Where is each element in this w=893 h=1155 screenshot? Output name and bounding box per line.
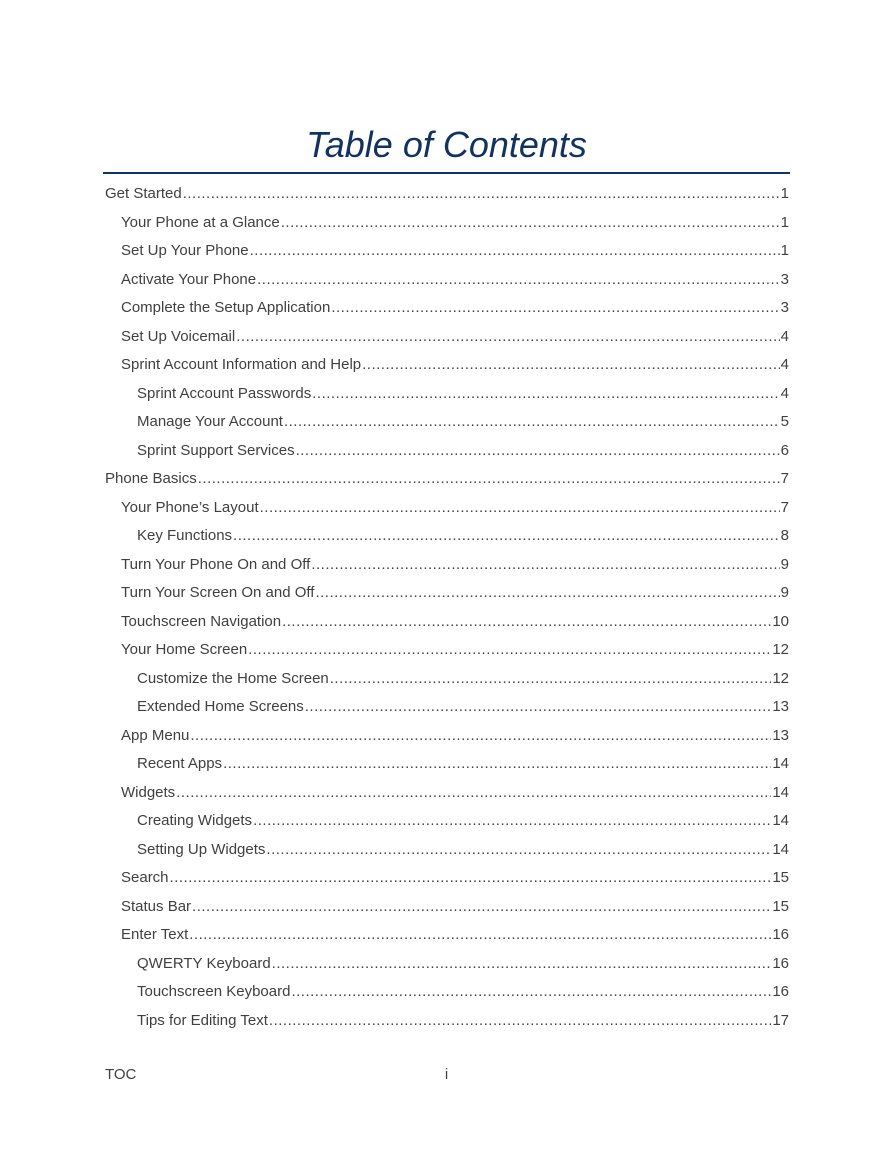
dot-leader bbox=[281, 209, 780, 238]
toc-entry[interactable] bbox=[105, 408, 789, 437]
toc-entry[interactable] bbox=[105, 807, 789, 836]
toc-entry-page-number: 3 bbox=[780, 299, 789, 316]
toc-entry[interactable] bbox=[105, 779, 789, 808]
toc-entry-page-number: 9 bbox=[780, 584, 789, 601]
footer-section-label: TOC bbox=[105, 1066, 137, 1083]
toc-entry[interactable] bbox=[105, 551, 789, 580]
dot-leader bbox=[198, 465, 780, 494]
toc-entry[interactable] bbox=[105, 180, 789, 209]
dot-leader bbox=[315, 579, 779, 608]
toc-entry-label: Phone Basics bbox=[105, 470, 197, 487]
toc-entry[interactable] bbox=[105, 978, 789, 1007]
toc-entry[interactable] bbox=[105, 579, 789, 608]
toc-entry[interactable] bbox=[105, 693, 789, 722]
dot-leader bbox=[223, 750, 771, 779]
toc-entry-page-number: 1 bbox=[780, 213, 789, 231]
toc-entry-label: Setting Up Widgets bbox=[137, 840, 266, 858]
toc-entry[interactable] bbox=[105, 864, 789, 893]
toc-entry-page-number: 14 bbox=[772, 755, 789, 772]
dot-leader bbox=[260, 494, 780, 523]
toc-entry-page-number: 14 bbox=[772, 840, 789, 858]
toc-entry-page-number: 14 bbox=[772, 783, 789, 801]
toc-entry-label: Customize the Home Screen bbox=[137, 669, 329, 687]
toc-entry[interactable] bbox=[105, 665, 789, 694]
dot-leader bbox=[189, 921, 771, 950]
toc-entry[interactable] bbox=[105, 266, 789, 295]
toc-entry-label: Activate Your Phone bbox=[121, 270, 257, 288]
toc-entry-label: Touchscreen Keyboard bbox=[137, 983, 291, 1000]
footer-page-number: i bbox=[444, 1066, 449, 1083]
toc-entry-page-number: 4 bbox=[780, 356, 789, 373]
dot-leader bbox=[236, 323, 779, 352]
toc-entry[interactable] bbox=[105, 494, 789, 523]
toc-entry-page-number: 5 bbox=[780, 413, 789, 430]
toc-list bbox=[105, 180, 789, 1035]
toc-entry-page-number: 13 bbox=[772, 698, 789, 715]
toc-entry-page-number: 7 bbox=[780, 470, 789, 487]
dot-leader bbox=[190, 722, 771, 751]
toc-entry-page-number: 10 bbox=[772, 612, 789, 630]
toc-entry-page-number: 16 bbox=[772, 954, 789, 972]
dot-leader bbox=[253, 807, 771, 836]
toc-entry-page-number: 15 bbox=[772, 897, 789, 915]
page-title: Table of Contents bbox=[306, 124, 587, 165]
dot-leader bbox=[250, 237, 780, 266]
dot-leader bbox=[312, 380, 779, 409]
toc-entry-page-number: 3 bbox=[780, 270, 789, 288]
toc-entry-label: Complete the Setup Application bbox=[121, 299, 331, 316]
toc-entry-label: Sprint Account Information and Help bbox=[121, 356, 362, 373]
toc-entry[interactable] bbox=[105, 722, 789, 751]
toc-entry-page-number: 7 bbox=[780, 498, 789, 516]
toc-entry[interactable] bbox=[105, 1007, 789, 1036]
toc-entry-label: Enter Text bbox=[121, 926, 189, 943]
toc-entry[interactable] bbox=[105, 608, 789, 637]
toc-entry[interactable] bbox=[105, 750, 789, 779]
toc-entry-label: Sprint Account Passwords bbox=[137, 384, 312, 402]
toc-entry-label: App Menu bbox=[121, 726, 190, 744]
toc-entry[interactable] bbox=[105, 636, 789, 665]
toc-entry-label: Turn Your Phone On and Off bbox=[121, 555, 311, 573]
toc-entry-label: Set Up Your Phone bbox=[121, 242, 249, 259]
dot-leader bbox=[282, 608, 771, 637]
toc-entry-label: Manage Your Account bbox=[137, 413, 283, 430]
dot-leader bbox=[362, 351, 780, 380]
dot-leader bbox=[311, 551, 779, 580]
toc-entry-page-number: 15 bbox=[772, 869, 789, 886]
dot-leader bbox=[233, 522, 780, 551]
toc-entry-page-number: 16 bbox=[772, 926, 789, 943]
dot-leader bbox=[183, 180, 780, 209]
toc-entry-page-number: 14 bbox=[772, 812, 789, 829]
toc-entry-label: Search bbox=[121, 869, 169, 886]
toc-entry-label: Extended Home Screens bbox=[137, 698, 304, 715]
dot-leader bbox=[272, 950, 772, 979]
dot-leader bbox=[170, 864, 772, 893]
toc-entry[interactable] bbox=[105, 893, 789, 922]
dot-leader bbox=[176, 779, 771, 808]
toc-entry-label: Status Bar bbox=[121, 897, 192, 915]
dot-leader bbox=[305, 693, 772, 722]
toc-entry-label: Sprint Support Services bbox=[137, 441, 295, 459]
toc-entry-page-number: 1 bbox=[780, 185, 789, 202]
dot-leader bbox=[192, 893, 771, 922]
dot-leader bbox=[269, 1007, 771, 1036]
dot-leader bbox=[284, 408, 780, 437]
dot-leader bbox=[296, 437, 780, 466]
toc-entry[interactable] bbox=[105, 522, 789, 551]
toc-entry-label: Recent Apps bbox=[137, 755, 223, 772]
toc-entry-label: Your Phone’s Layout bbox=[121, 498, 259, 516]
toc-entry-page-number: 4 bbox=[780, 327, 789, 345]
toc-entry-page-number: 16 bbox=[772, 983, 789, 1000]
toc-entry-label: Set Up Voicemail bbox=[121, 327, 236, 345]
toc-entry-page-number: 6 bbox=[780, 441, 789, 459]
toc-entry[interactable] bbox=[105, 437, 789, 466]
toc-entry[interactable] bbox=[105, 209, 789, 238]
toc-entry-page-number: 9 bbox=[780, 555, 789, 573]
dot-leader bbox=[331, 294, 779, 323]
toc-entry[interactable] bbox=[105, 950, 789, 979]
toc-entry[interactable] bbox=[105, 836, 789, 865]
toc-entry-page-number: 1 bbox=[780, 242, 789, 259]
toc-entry-page-number: 4 bbox=[780, 384, 789, 402]
dot-leader bbox=[248, 636, 771, 665]
toc-entry[interactable] bbox=[105, 921, 789, 950]
toc-entry-label: QWERTY Keyboard bbox=[137, 954, 271, 972]
toc-entry-page-number: 8 bbox=[780, 527, 789, 544]
toc-entry-label: Get Started bbox=[105, 185, 182, 202]
toc-entry-label: Turn Your Screen On and Off bbox=[121, 584, 315, 601]
dot-leader bbox=[291, 978, 771, 1007]
toc-entry-label: Creating Widgets bbox=[137, 812, 253, 829]
toc-entry[interactable] bbox=[105, 465, 789, 494]
toc-entry[interactable] bbox=[105, 380, 789, 409]
toc-entry[interactable] bbox=[105, 294, 789, 323]
toc-entry[interactable] bbox=[105, 237, 789, 266]
toc-entry-page-number: 12 bbox=[772, 641, 789, 658]
dot-leader bbox=[257, 266, 780, 295]
title-divider bbox=[103, 172, 790, 174]
dot-leader bbox=[330, 665, 772, 694]
toc-entry[interactable] bbox=[105, 323, 789, 352]
toc-entry-label: Tips for Editing Text bbox=[137, 1011, 268, 1029]
toc-entry-label: Your Phone at a Glance bbox=[121, 213, 280, 231]
toc-entry-page-number: 12 bbox=[772, 669, 789, 687]
toc-entry-page-number: 17 bbox=[772, 1011, 789, 1029]
toc-entry-label: Widgets bbox=[121, 783, 176, 801]
toc-entry-page-number: 13 bbox=[772, 726, 789, 744]
toc-entry-label: Key Functions bbox=[137, 527, 233, 544]
dot-leader bbox=[266, 836, 771, 865]
toc-entry-label: Your Home Screen bbox=[121, 641, 248, 658]
toc-entry-label: Touchscreen Navigation bbox=[121, 612, 282, 630]
toc-entry[interactable] bbox=[105, 351, 789, 380]
